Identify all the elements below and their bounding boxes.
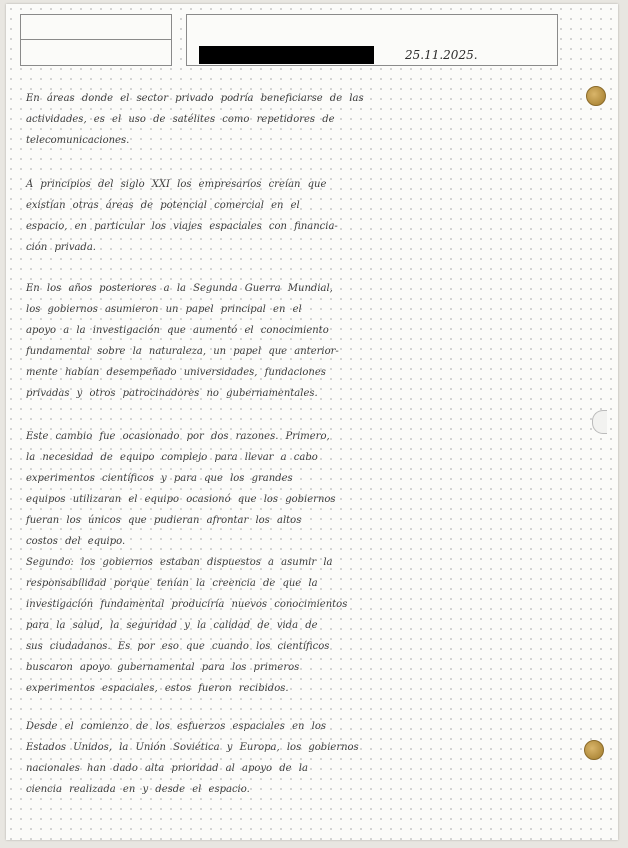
binder-hole-top — [586, 86, 606, 106]
text-line: fundamental sobre la naturaleza, un papel que anterior- — [26, 346, 339, 357]
text-line: Este cambio fue ocasionado por dos razones. Primero, — [26, 431, 330, 442]
paragraph-4 — [26, 426, 586, 699]
text-line: los gobiernos asumieron un papel principal en el — [26, 304, 302, 315]
text-line: equipos utilizaran el equipo ocasionó que los gobiernos — [26, 494, 336, 505]
text-line: responsabilidad porque tenían la creencia de que la — [26, 578, 318, 589]
text-line: la necesidad de equipo complejo para llevar a cabo — [26, 452, 318, 463]
notebook-page — [6, 4, 618, 840]
paragraph-2 — [26, 174, 586, 258]
header-divider — [21, 39, 171, 40]
text-line: experimentos espaciales, estos fueron recibidos. — [26, 683, 289, 694]
paragraph-5 — [26, 716, 586, 800]
text-line: ciencia realizada en y desde el espacio. — [26, 784, 250, 795]
text-line: En los años posteriores a la Segunda Guerra Mundial, — [26, 283, 333, 294]
header-name-box — [20, 14, 172, 66]
text-line: En áreas donde el sector privado podría beneficiarse de las — [26, 93, 364, 104]
text-line: investigación fundamental produciría nuevos conocimientos — [26, 599, 348, 610]
text-line: A principios del siglo XXI los empresarios creían que — [26, 179, 327, 190]
text-line: Segundo: los gobiernos estaban dispuestos a asumir la — [26, 557, 333, 568]
text-line: existían otras áreas de potencial comercial en el — [26, 200, 300, 211]
paragraph-3 — [26, 278, 586, 404]
paragraph-1 — [26, 88, 586, 151]
text-line: nacionales han dado alta prioridad al apoyo de la — [26, 763, 308, 774]
header-title-box — [186, 14, 558, 66]
redacted-name — [199, 46, 374, 64]
date-text: 25.11.2025. — [405, 48, 478, 62]
text-line: buscaron apoyo gubernamental para los primeros — [26, 662, 300, 673]
text-line: apoyo a la investigación que aumentó el conocimiento — [26, 325, 329, 336]
text-line: actividades, es el uso de satélites como repetidores de — [26, 114, 335, 125]
binder-notch — [592, 410, 607, 434]
text-line: telecomunicaciones. — [26, 135, 130, 146]
text-line: mente habían desempeñado universidades, fundaciones — [26, 367, 326, 378]
text-line: Estados Unidos, la Unión Soviética y Europa, los gobiernos — [26, 742, 359, 753]
text-line: Desde el comienzo de los esfuerzos espaciales en los — [26, 721, 326, 732]
text-line: espacio, en particular los viajes espaciales con financia- — [26, 221, 338, 232]
text-line: privadas y otros patrocinadores no gubernamentales. — [26, 388, 318, 399]
text-line: costos del equipo. — [26, 536, 126, 547]
text-line: experimentos científicos y para que los grandes — [26, 473, 293, 484]
text-line: ción privada. — [26, 242, 96, 253]
text-line: para la salud, la seguridad y la calidad de vida de — [26, 620, 318, 631]
text-line: fueran los únicos que pudieran afrontar los altos — [26, 515, 302, 526]
text-line: sus ciudadanos. Es por eso que cuando los científicos — [26, 641, 330, 652]
binder-hole-bottom — [584, 740, 604, 760]
